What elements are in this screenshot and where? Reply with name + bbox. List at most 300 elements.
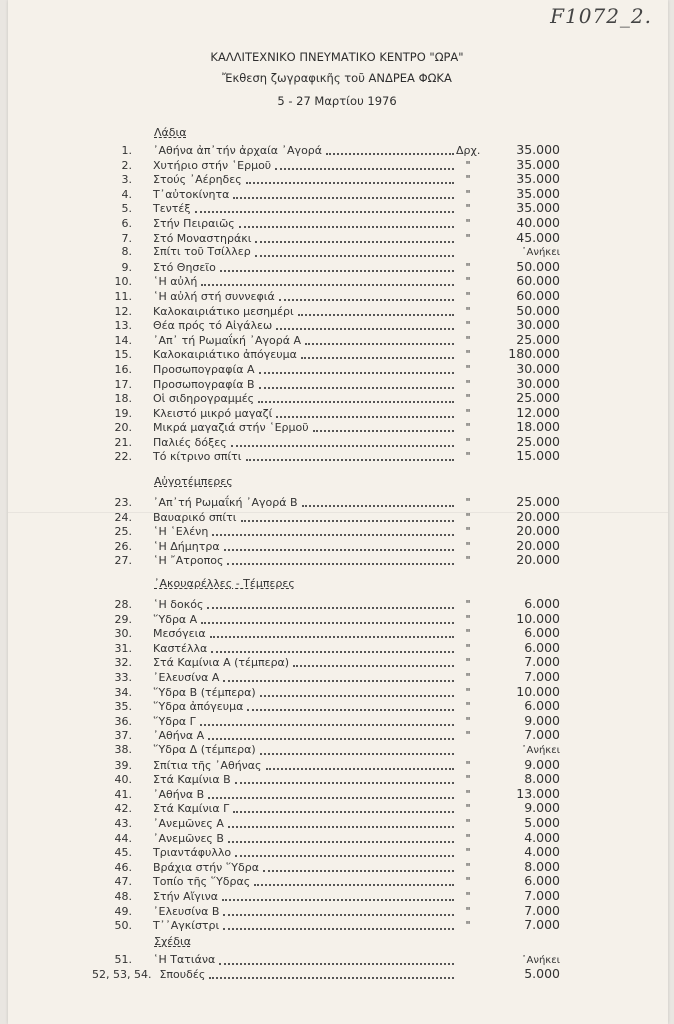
currency-mark: " — [465, 304, 471, 318]
item-number: 29. — [114, 612, 132, 626]
dot-leader — [200, 714, 454, 726]
section-heading — [100, 123, 560, 143]
item-price: 20.000 — [516, 508, 560, 524]
dot-leader — [209, 967, 454, 979]
price-list — [92, 123, 560, 982]
table-row — [100, 553, 560, 568]
item-price: 6.000 — [524, 639, 560, 655]
item-title: Καλοκαιριάτικο μεσημέρι — [153, 304, 294, 318]
item-number: 17. — [114, 377, 132, 391]
table-row — [100, 728, 560, 743]
item-number: 10. — [114, 275, 132, 289]
dot-leader — [266, 758, 454, 770]
dot-leader — [305, 333, 454, 345]
item-title: ῞Υδρα Δ (τέμπερα) — [153, 742, 256, 756]
item-number: 8. — [121, 245, 132, 259]
item-price: 7.000 — [524, 887, 560, 903]
item-number: 25. — [114, 525, 132, 539]
handwritten-catalog-number: F1072_2. — [550, 4, 652, 28]
item-price: 6.000 — [524, 625, 560, 641]
table-row — [100, 699, 560, 714]
item-title: Σπίτια τῆς ᾿Αθήνας — [153, 758, 262, 772]
item-price: ᾿Ανήκει — [521, 744, 560, 756]
item-number: 37. — [114, 729, 132, 743]
dot-leader — [233, 187, 454, 199]
item-number: 1. — [121, 144, 132, 157]
item-number: 44. — [114, 831, 132, 845]
item-price: 35.000 — [516, 171, 560, 187]
currency-mark: " — [465, 525, 471, 539]
dot-leader — [208, 787, 454, 799]
item-number: 28. — [114, 598, 132, 612]
item-number: 4. — [121, 187, 132, 201]
table-row — [100, 377, 560, 392]
item-title: ῞Υδρα ἀπόγευμα — [153, 700, 244, 714]
section-title: Σχέδια — [154, 934, 191, 948]
item-title: Στά Καμίνια Γ — [153, 802, 230, 816]
table-row — [100, 874, 560, 889]
item-price: 40.000 — [516, 214, 560, 230]
item-title: Τεντέξ — [153, 202, 191, 216]
item-title: Σπουδές — [159, 968, 206, 982]
table-row — [100, 318, 560, 333]
table-row — [100, 641, 560, 656]
item-title: Στήν Αἴγινα — [153, 889, 219, 903]
table-row — [100, 449, 560, 464]
item-number: 5. — [121, 202, 132, 216]
currency-mark: " — [465, 496, 471, 510]
dot-leader — [279, 289, 454, 301]
currency-mark: " — [465, 158, 471, 172]
item-number: 20. — [114, 421, 132, 435]
item-title: Στά Καμίνια Α (τέμπερα) — [153, 656, 290, 670]
item-price: 30.000 — [516, 360, 560, 376]
dot-leader — [246, 449, 454, 461]
item-title: ῞Υδρα Β (τέμπερα) — [153, 685, 256, 699]
currency-mark: " — [465, 889, 471, 903]
item-title: ῾Η Δήμητρα — [153, 539, 220, 553]
item-number: 26. — [114, 539, 132, 553]
table-row — [100, 539, 560, 554]
currency-mark: " — [465, 846, 471, 860]
item-title: Μεσόγεια — [153, 627, 206, 641]
item-number: 38. — [114, 742, 132, 756]
dot-leader — [260, 685, 454, 697]
currency-mark: " — [465, 729, 471, 743]
item-price: 12.000 — [516, 404, 560, 420]
dot-leader — [220, 260, 454, 272]
item-number: 9. — [121, 260, 132, 274]
currency-mark: " — [465, 612, 471, 626]
currency-mark: " — [465, 700, 471, 714]
table-row — [100, 860, 560, 875]
currency-mark: " — [465, 802, 471, 816]
item-number: 2. — [121, 158, 132, 172]
item-title: Τοπίο τῆς ῞Υδρας — [153, 875, 251, 889]
item-number: 45. — [114, 846, 132, 860]
table-row — [100, 758, 560, 773]
item-number: 48. — [114, 889, 132, 903]
table-row — [100, 670, 560, 685]
dot-leader — [326, 143, 454, 155]
item-number: 13. — [114, 319, 132, 333]
item-number: 52, 53, 54. — [92, 968, 152, 982]
currency-mark: " — [465, 377, 471, 391]
dot-leader — [207, 597, 454, 609]
dot-leader — [223, 904, 454, 916]
table-row — [100, 524, 560, 539]
item-number: 3. — [121, 173, 132, 187]
item-price: 25.000 — [516, 494, 560, 510]
item-title: ῾Η αὐλή — [153, 275, 198, 289]
item-title: Στήν Πειραιῶς — [153, 216, 235, 230]
dot-leader — [239, 216, 454, 228]
item-price: 20.000 — [516, 537, 560, 553]
item-price: 6.000 — [524, 873, 560, 889]
table-row — [92, 966, 560, 982]
dot-leader — [293, 655, 454, 667]
dot-leader — [254, 874, 454, 886]
item-title: Κλειστό μικρό μαγαζί — [153, 406, 273, 420]
dot-leader — [231, 435, 454, 447]
currency-mark: " — [465, 406, 471, 420]
item-number: 51. — [114, 952, 132, 966]
item-price: 35.000 — [516, 185, 560, 201]
table-row — [100, 187, 560, 202]
currency-mark: " — [465, 656, 471, 670]
exhibition-title: Ἔκθεση ζωγραφικῆς τοῦ ΑΝΔΡΕΑ ΦΩΚΑ — [222, 71, 452, 85]
dot-leader — [263, 860, 454, 872]
item-title: Τό κίτρινο σπίτι — [153, 450, 242, 464]
dot-leader — [224, 539, 454, 551]
dot-leader — [228, 831, 454, 843]
item-title: Στά Καμίνια Β — [153, 773, 231, 787]
currency-mark: " — [465, 816, 471, 830]
item-number: 6. — [121, 216, 132, 230]
currency-mark: " — [465, 173, 471, 187]
item-price: 25.000 — [516, 331, 560, 347]
section-heading — [100, 574, 560, 594]
item-number: 18. — [114, 392, 132, 406]
item-price: 7.000 — [524, 669, 560, 684]
table-row — [100, 406, 560, 421]
item-price: 6.000 — [524, 698, 560, 714]
item-price: 9.000 — [524, 712, 560, 728]
table-row — [100, 172, 560, 187]
item-title: Στούς ᾿Αέρηδες — [153, 173, 242, 187]
item-price: 4.000 — [524, 829, 560, 845]
dot-leader — [235, 772, 454, 784]
table-row — [100, 904, 560, 919]
item-title: Παλιές δόξες — [153, 435, 227, 449]
item-price: 60.000 — [516, 287, 560, 303]
dot-leader — [247, 699, 454, 711]
currency-mark: " — [465, 231, 471, 245]
dot-leader — [212, 524, 454, 536]
item-title: ᾿Ανεμῶνες Β — [153, 831, 224, 845]
item-number: 11. — [114, 289, 132, 303]
item-price: 7.000 — [524, 727, 560, 743]
currency-mark: " — [465, 333, 471, 347]
item-price: 15.000 — [516, 448, 560, 464]
item-number: 24. — [114, 510, 132, 524]
currency-mark: " — [465, 187, 471, 201]
table-row — [100, 918, 560, 933]
currency-mark: " — [465, 787, 471, 801]
table-row — [100, 889, 560, 904]
item-price: 60.000 — [516, 273, 560, 289]
item-price: 30.000 — [516, 375, 560, 391]
dot-leader — [258, 391, 454, 403]
currency-mark: " — [465, 510, 471, 524]
table-row — [100, 435, 560, 450]
item-number: 35. — [114, 700, 132, 714]
item-number: 22. — [114, 450, 132, 464]
item-title: ῾Η δοκός — [153, 598, 204, 612]
dot-leader — [235, 845, 454, 857]
item-number: 32. — [114, 656, 132, 670]
item-price: 18.000 — [516, 419, 560, 435]
table-row — [100, 787, 560, 802]
table-row — [100, 158, 560, 173]
table-row — [100, 510, 560, 525]
item-price: 35.000 — [516, 200, 560, 216]
item-price: 20.000 — [516, 552, 560, 568]
dot-leader — [302, 495, 454, 507]
table-row — [100, 495, 560, 510]
table-row — [100, 333, 560, 348]
table-row — [100, 304, 560, 319]
dot-leader — [195, 201, 454, 213]
currency-mark: " — [465, 435, 471, 449]
currency-mark: " — [465, 714, 471, 728]
item-number: 41. — [114, 787, 132, 801]
table-row — [100, 245, 560, 260]
item-price: ᾿Ανήκει — [521, 247, 560, 259]
item-number: 42. — [114, 802, 132, 816]
table-row — [100, 143, 560, 158]
item-number: 50. — [114, 919, 132, 933]
currency-mark: " — [465, 202, 471, 216]
item-price: 35.000 — [516, 156, 560, 172]
table-row — [100, 347, 560, 362]
item-price: 7.000 — [524, 917, 560, 933]
item-title: Βράχια στήν ῞Υδρα — [153, 860, 259, 874]
currency-mark: " — [465, 773, 471, 787]
currency-mark: " — [465, 671, 471, 684]
table-row — [100, 391, 560, 406]
item-title: ᾿Ελευσίνα Β — [153, 904, 220, 918]
item-title: Βαυαρικό σπίτι — [153, 510, 237, 524]
item-title: ῞Υδρα Α — [153, 612, 198, 626]
table-row — [100, 626, 560, 641]
dot-leader — [313, 420, 454, 432]
dot-leader — [276, 406, 454, 418]
item-title: ῞Υδρα Γ — [153, 714, 196, 728]
item-number: 21. — [114, 435, 132, 449]
organization-title: ΚΑΛΛΙΤΕΧΝΙΚΟ ΠΝΕΥΜΑΤΙΚΟ ΚΕΝΤΡΟ "ΩΡΑ" — [210, 50, 464, 64]
item-price: ᾿Ανήκει — [521, 954, 560, 966]
table-row — [100, 362, 560, 377]
currency-mark: " — [465, 598, 471, 612]
table-row — [100, 420, 560, 435]
table-row — [100, 274, 560, 289]
table-row — [100, 597, 560, 612]
item-title: ῾Η αὐλή στή συννεφιά — [153, 289, 275, 303]
item-price: 9.000 — [524, 756, 560, 772]
table-row — [100, 216, 560, 231]
item-number: 23. — [114, 496, 132, 510]
currency-mark: " — [465, 627, 471, 641]
item-price: 8.000 — [524, 858, 560, 874]
currency-mark: " — [465, 831, 471, 845]
currency-mark: Δρχ. — [456, 144, 481, 157]
item-title: Χυτήριο στήν ῾Ερμοῦ — [153, 158, 272, 172]
item-number: 16. — [114, 362, 132, 376]
item-number: 39. — [114, 758, 132, 772]
item-price: 8.000 — [524, 771, 560, 787]
item-title: Προσωπογραφία Β — [153, 377, 255, 391]
item-title: ᾿Ελευσίνα Α — [153, 671, 220, 684]
currency-mark: " — [465, 275, 471, 289]
currency-mark: " — [465, 860, 471, 874]
section-heading — [100, 933, 560, 950]
item-number: 27. — [114, 554, 132, 568]
item-title: Οἱ σιδηρογραμμές — [153, 392, 255, 406]
item-price: 30.000 — [516, 317, 560, 333]
item-number: 31. — [114, 641, 132, 655]
currency-mark: " — [465, 641, 471, 655]
table-row — [100, 772, 560, 787]
currency-mark: " — [465, 216, 471, 230]
currency-mark: " — [465, 554, 471, 568]
dot-leader — [233, 801, 454, 813]
table-row — [100, 801, 560, 816]
table-row — [100, 201, 560, 216]
section-title: Λάδια — [154, 126, 187, 139]
table-row — [100, 260, 560, 275]
dot-leader — [201, 274, 454, 286]
item-number: 30. — [114, 627, 132, 641]
item-price: 35.000 — [516, 142, 560, 157]
item-title: Καστέλλα — [153, 641, 208, 655]
item-number: 43. — [114, 816, 132, 830]
currency-mark: " — [465, 392, 471, 406]
item-number: 49. — [114, 904, 132, 918]
item-title: Καλοκαιριάτικο ἀπόγευμα — [153, 348, 297, 362]
item-title: Σπίτι τοῦ Τσίλλερ — [153, 245, 251, 259]
item-number: 40. — [114, 773, 132, 787]
item-title: Προσωπογραφία Α — [153, 362, 255, 376]
currency-mark: " — [465, 260, 471, 274]
dot-leader — [259, 362, 454, 374]
item-title: Τριαντάφυλλο — [153, 846, 232, 860]
item-number: 12. — [114, 304, 132, 318]
item-number: 46. — [114, 860, 132, 874]
item-title: Στό Μοναστηράκι — [153, 231, 252, 245]
item-title: ᾿Αθήνα Α — [153, 729, 205, 743]
table-row — [100, 953, 560, 968]
item-price: 50.000 — [516, 258, 560, 274]
section-title: Αὐγοτέμπερες — [154, 475, 233, 489]
currency-mark: " — [465, 685, 471, 699]
item-price: 6.000 — [524, 596, 560, 612]
currency-mark: " — [465, 450, 471, 464]
table-row — [100, 231, 560, 246]
currency-mark: " — [465, 348, 471, 362]
item-title: Μικρά μαγαζιά στήν ῾Ερμοῦ — [153, 421, 309, 435]
currency-mark: " — [465, 421, 471, 435]
item-number: 36. — [114, 714, 132, 728]
item-price: 10.000 — [516, 610, 560, 626]
dot-leader — [246, 172, 454, 184]
item-number: 19. — [114, 406, 132, 420]
currency-mark: " — [465, 319, 471, 333]
dot-leader — [227, 553, 454, 565]
currency-mark: " — [465, 919, 471, 933]
item-number: 15. — [114, 348, 132, 362]
item-number: 7. — [121, 231, 132, 245]
table-row — [100, 655, 560, 670]
item-title: ῾Η Τατιάνα — [153, 952, 216, 966]
item-title: ᾿Απ᾿ τή Ρωμαΐκή ᾿Αγορά Α — [153, 333, 302, 347]
item-price: 180.000 — [508, 346, 560, 362]
dot-leader — [211, 641, 454, 653]
item-title: ᾿Απ᾿τή Ρωμαΐκή ᾿Αγορά Β — [153, 496, 298, 510]
table-row — [100, 612, 560, 627]
item-number: 47. — [114, 875, 132, 889]
table-row — [100, 685, 560, 700]
dot-leader — [223, 670, 454, 682]
dot-leader — [223, 918, 454, 930]
section-title: ᾿Ακουαρέλλες - Τέμπερες — [154, 577, 295, 591]
dot-leader — [255, 231, 454, 243]
item-price: 25.000 — [516, 433, 560, 449]
item-price: 7.000 — [524, 902, 560, 918]
currency-mark: " — [465, 539, 471, 553]
currency-mark: " — [465, 875, 471, 889]
dot-leader — [241, 510, 455, 522]
dot-leader — [210, 626, 454, 638]
table-row — [100, 289, 560, 304]
table-row — [100, 831, 560, 846]
item-price: 5.000 — [524, 814, 560, 830]
item-title: ᾿Αθήνα ἀπ᾿τήν ἀρχαία ᾿Αγορά — [153, 144, 323, 157]
item-title: ᾿Ανεμῶνες Α — [153, 816, 224, 830]
table-row — [100, 816, 560, 831]
dot-leader — [275, 158, 454, 170]
dot-leader — [228, 816, 454, 828]
currency-mark: " — [465, 758, 471, 772]
currency-mark: " — [465, 289, 471, 303]
table-row — [100, 743, 560, 758]
item-title: Στό Θησεῖο — [153, 260, 216, 274]
item-title: ᾿Αθήνα Β — [153, 787, 205, 801]
item-price: 9.000 — [524, 800, 560, 816]
item-title: Τ᾿᾿Αγκίστρι — [153, 919, 220, 933]
item-price: 20.000 — [516, 523, 560, 539]
item-title: ῾Η ῎Ατροπος — [153, 554, 224, 568]
currency-mark: " — [465, 362, 471, 376]
dot-leader — [260, 743, 454, 755]
dot-leader — [255, 245, 454, 257]
item-price: 25.000 — [516, 390, 560, 406]
currency-mark: " — [465, 904, 471, 918]
dot-leader — [298, 304, 454, 316]
exhibition-dates: 5 - 27 Μαρτίου 1976 — [277, 94, 397, 108]
item-price: 10.000 — [516, 683, 560, 699]
item-number: 14. — [114, 333, 132, 347]
